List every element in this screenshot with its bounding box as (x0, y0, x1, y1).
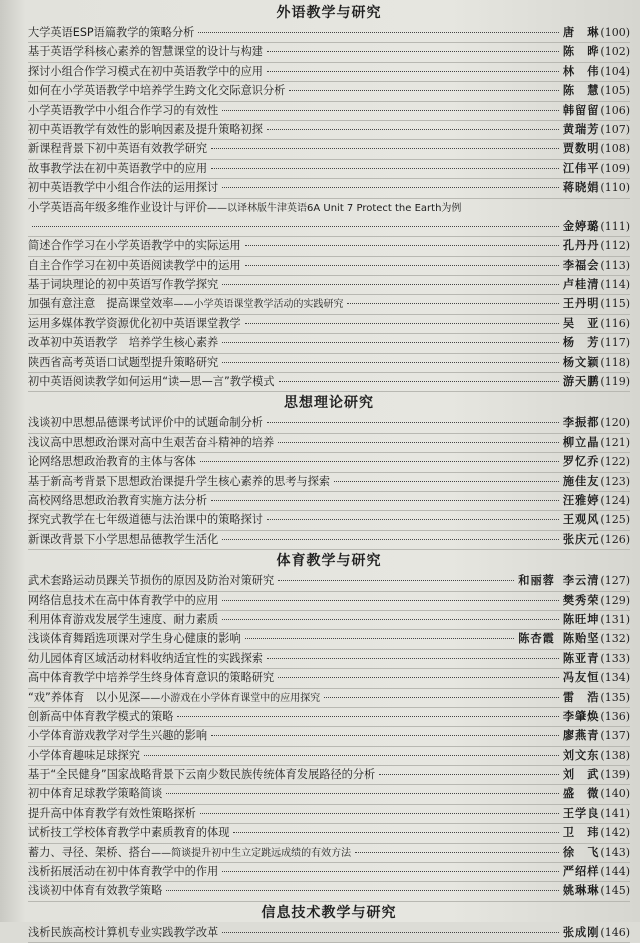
toc-entry[interactable] (28, 747, 630, 766)
article-title-main: 论网络思想政治教育的主体与客体 (28, 455, 196, 469)
article-title-main: 新课程背景下初中英语有效教学研究 (28, 142, 208, 156)
article-title (28, 257, 241, 273)
article-title-main: 自主合作学习在初中英语阅读教学中的运用 (28, 258, 241, 272)
article-title (28, 453, 196, 469)
leader-dots (32, 226, 559, 227)
article-title-main: 高中体育教学中培养学生终身体育意识的策略研究 (28, 671, 275, 685)
coauthor-name: 和丽蓉 (518, 574, 555, 588)
toc-entry[interactable] (28, 669, 630, 688)
page-number: (120) (600, 416, 630, 430)
article-title (28, 785, 162, 801)
leader-dots (355, 852, 559, 853)
leader-dots (245, 245, 559, 246)
author-name: 汪雅婷 (562, 494, 600, 507)
toc-entry[interactable] (28, 924, 630, 943)
article-title (28, 82, 285, 98)
article-title-main: 基于词块理论的初中英语写作教学探究 (28, 278, 219, 292)
leader-dots (211, 168, 559, 169)
article-title-main: 探讨小组合作学习模式在初中英语教学中的应用 (28, 64, 263, 78)
article-title (28, 179, 218, 195)
author-name: 杨文颖 (562, 355, 600, 369)
toc-entry[interactable] (28, 276, 630, 295)
author-name: 王观风 (562, 513, 600, 527)
article-title (28, 727, 207, 743)
leader-dots (177, 716, 558, 717)
article-title (28, 102, 218, 118)
entry-line-1 (28, 199, 630, 218)
author-name: 卢桂清 (562, 278, 600, 292)
section-title: 体育教学与研究 (276, 553, 382, 570)
toc-entry[interactable] (28, 102, 630, 121)
article-title (28, 121, 263, 137)
leader-dots (324, 697, 559, 698)
toc-entry[interactable] (28, 82, 630, 101)
article-title-main: 创新高中体育教学模式的策略 (28, 709, 174, 723)
author-name: 柳立晶 (562, 435, 600, 449)
page-number: (141) (600, 806, 630, 820)
article-title-main: 武术套路运动员踝关节损伤的原因及防治对策研究 (28, 574, 275, 588)
article-title-main: 基于“全民健身”国家战略背景下云南少数民族传统体育发展路径的分析 (28, 768, 376, 782)
article-title (28, 824, 229, 840)
toc-entry[interactable] (28, 708, 630, 727)
article-title (28, 24, 194, 40)
author-name: 张庆元 (562, 532, 600, 546)
article-title-main: 运用多媒体教学资源优化初中英语课堂教学 (28, 316, 241, 330)
author-name: 陈亚青 (562, 651, 600, 665)
author-name: 张成刚 (562, 925, 600, 939)
page-number: (133) (600, 651, 630, 665)
leader-dots (198, 32, 558, 33)
page-number: (143) (600, 845, 630, 859)
page-number: (123) (600, 474, 630, 488)
author-name: 黄瑞芳 (562, 122, 600, 136)
article-title (28, 572, 274, 588)
toc-entry[interactable] (28, 414, 630, 433)
leader-dots (379, 774, 559, 775)
article-title (28, 43, 263, 59)
article-title-main: 浅析拓展活动在初中体育教学中的作用 (28, 865, 219, 879)
article-title-main: 初中英语教学中小组合作法的运用探讨 (28, 181, 219, 195)
page-number: (108) (600, 142, 630, 156)
coauthor-name: 陈杏霞 (518, 632, 555, 646)
author-name: 陈旺坤 (562, 612, 600, 626)
toc-entry[interactable] (28, 592, 630, 611)
author-name: 严绍样 (562, 865, 600, 879)
article-title-main: 高校网络思想政治教育实施方法分析 (28, 494, 208, 507)
page-number: (100) (600, 26, 630, 39)
article-title-main: 浅析民族高校计算机专业实践教学改革 (28, 925, 219, 939)
author-name: 盛 微 (562, 787, 600, 801)
toc-entry[interactable] (28, 354, 630, 373)
page-number: (125) (600, 513, 630, 527)
author-name: 陈贻坚 (562, 632, 600, 646)
page-number: (137) (600, 729, 630, 743)
article-title-main: 网络信息技术在高中体育教学中的应用 (28, 593, 219, 607)
article-title (28, 492, 207, 508)
article-title (28, 434, 274, 450)
article-title (28, 882, 162, 898)
toc-entry[interactable] (28, 43, 630, 62)
author-name: 陈 慧 (562, 84, 600, 98)
page-number: (145) (600, 884, 630, 898)
toc-entry[interactable] (28, 824, 630, 843)
article-title-main: 浅议高中思想政治课对高中生艰苦奋斗精神的培养 (28, 435, 275, 449)
leader-dots (267, 51, 559, 52)
article-title-main: 简述合作学习在小学英语教学中的实际运用 (28, 239, 241, 253)
toc-entry[interactable] (28, 257, 630, 276)
leader-dots (334, 481, 559, 482)
article-title-main: 利用体育游戏发展学生速度、耐力素质 (28, 612, 219, 626)
article-title (28, 630, 241, 646)
leader-dots (200, 813, 559, 814)
article-title-main: 提升高中体育教学有效性策略探析 (28, 806, 196, 820)
leader-dots (166, 793, 559, 794)
leader-dots (347, 303, 558, 304)
article-title-main: 小学体育游戏教学对学生兴趣的影响 (28, 729, 208, 743)
article-subtitle: ——小学英语课堂教学活动的实践研究 (173, 299, 344, 311)
leader-dots (222, 619, 559, 620)
page-number: (116) (600, 316, 630, 330)
toc-entry[interactable] (28, 295, 630, 314)
author-name: 刘 武 (562, 768, 600, 782)
article-title-main: 加强有意注意 提高课堂效率 (28, 297, 174, 311)
article-title-main: 陕西省高考英语口试题型提升策略研究 (28, 355, 219, 369)
author-name: 李振都 (562, 416, 600, 430)
leader-dots (166, 890, 559, 891)
author-name: 金婷璐 (562, 219, 600, 233)
toc-entry[interactable] (28, 334, 630, 353)
article-title (28, 414, 263, 430)
leader-dots (245, 323, 559, 324)
toc-list (28, 24, 630, 392)
section-title: 外语教学与研究 (276, 5, 382, 21)
toc-entry[interactable] (28, 727, 630, 746)
author-name: 杨 芳 (562, 336, 600, 350)
article-title-main: 改革初中英语教学 培养学生核心素养 (28, 336, 219, 350)
toc-entry[interactable] (28, 650, 630, 669)
leader-dots (144, 755, 559, 756)
toc-entry[interactable] (28, 24, 630, 43)
article-subtitle: ——以译林版牛津英语6A Unit 7 Protect the Earth为例 (207, 202, 462, 214)
toc-entry[interactable] (28, 373, 630, 392)
author-name: 王丹明 (562, 297, 600, 311)
author-name: 陈 晔 (562, 45, 600, 59)
page-number: (107) (600, 122, 630, 136)
article-title (28, 844, 351, 860)
page-number: (102) (600, 45, 630, 59)
page-number: (136) (600, 709, 630, 723)
article-title (28, 592, 218, 608)
leader-dots (222, 539, 559, 540)
toc-entry[interactable] (28, 805, 630, 824)
article-title (28, 199, 461, 215)
leader-dots (222, 362, 559, 363)
article-title-main: “戏”养体育 以小见深 (28, 690, 141, 704)
article-title-main: 基于新高考背景下思想政治课提升学生核心素养的思考与探索 (28, 474, 331, 488)
toc-entry[interactable] (28, 179, 630, 198)
article-title-main: 浅谈初中体育有效教学策略 (28, 884, 163, 898)
toc-entry[interactable] (28, 611, 630, 630)
leader-dots (222, 110, 559, 111)
leader-dots (245, 265, 559, 266)
page-number: (110) (600, 181, 630, 195)
page-number: (127) (600, 574, 630, 588)
author-name: 王学良 (562, 806, 600, 820)
article-title-main: 大学英语ESP语篇教学的策略分析 (28, 26, 195, 39)
author-name: 李云清 (562, 574, 600, 588)
page-number: (146) (600, 925, 630, 939)
toc-list (28, 924, 630, 943)
author-name: 吴 亚 (562, 316, 600, 330)
article-title (28, 650, 263, 666)
article-title-main: 如何在小学英语教学中培养学生跨文化交际意识分析 (28, 84, 286, 98)
article-title (28, 276, 218, 292)
article-title (28, 373, 275, 389)
author-name: 蒋晓娟 (562, 181, 600, 195)
toc-entry[interactable] (28, 511, 630, 530)
page-number: (140) (600, 787, 630, 801)
author-name: 冯友恒 (562, 671, 600, 685)
author-name: 徐 飞 (562, 845, 600, 859)
toc-entry[interactable] (28, 160, 630, 179)
page-number: (105) (600, 84, 630, 98)
page-number: (124) (600, 494, 630, 507)
article-title-main: 蓄力、寻径、架桥、搭台 (28, 845, 152, 859)
page-number: (118) (600, 355, 630, 369)
toc-entry[interactable] (28, 315, 630, 334)
article-title-main: 小学英语高年级多维作业设计与评价 (28, 200, 208, 214)
leader-dots (211, 500, 559, 501)
toc-entry[interactable] (28, 766, 630, 785)
section-title: 信息技术教学与研究 (261, 904, 397, 921)
leader-dots (233, 832, 558, 833)
toc-entry[interactable] (28, 434, 630, 453)
leader-dots (289, 90, 559, 91)
leader-dots (222, 932, 559, 933)
article-title-main: 新课改背景下小学思想品德教学生活化 (28, 532, 219, 546)
article-title-main: 浅谈初中思想品德课考试评价中的试题命制分析 (28, 416, 263, 430)
article-title (28, 805, 196, 821)
leader-dots (278, 677, 559, 678)
article-title (28, 863, 218, 879)
author-name: 刘文东 (562, 748, 600, 762)
toc-entry[interactable] (28, 492, 630, 511)
page-number: (139) (600, 768, 630, 782)
page-number: (104) (600, 64, 630, 78)
section-title: 思想理论研究 (284, 395, 374, 412)
page-number: (106) (600, 103, 630, 117)
article-title (28, 334, 218, 350)
page-number: (142) (600, 826, 630, 840)
page-number: (117) (600, 336, 630, 350)
toc-entry[interactable] (28, 473, 630, 492)
article-title-main: 初中体育足球教学策略简谈 (28, 787, 163, 801)
page-number: (121) (600, 435, 630, 449)
article-subtitle: ——简谈提升初中生立定跳远成绩的有效方法 (151, 847, 352, 859)
article-title-main: 试析技工学校体育教学中素质教育的体现 (28, 826, 230, 840)
leader-dots (200, 461, 559, 462)
article-title (28, 140, 207, 156)
article-title (28, 689, 320, 705)
page-number: (138) (600, 748, 630, 762)
leader-dots (222, 187, 559, 188)
page-number: (112) (600, 239, 630, 253)
article-title (28, 766, 375, 782)
article-subtitle: ——小游戏在小学体育课堂中的应用探究 (140, 692, 321, 704)
article-title (28, 63, 263, 79)
leader-dots (267, 422, 559, 423)
toc-entry[interactable] (28, 237, 630, 256)
toc-entry[interactable] (28, 140, 630, 159)
article-title-main: 幼儿园体育区域活动材料收纳适宜性的实践探索 (28, 651, 263, 665)
leader-dots (222, 342, 559, 343)
leader-dots (245, 638, 515, 639)
toc-entry[interactable] (28, 785, 630, 804)
article-title-main: 故事教学法在初中英语教学中的应用 (28, 161, 208, 175)
toc-entry[interactable] (28, 882, 630, 901)
article-title (28, 708, 173, 724)
page-number: (126) (600, 532, 630, 546)
toc-entry[interactable] (28, 572, 630, 591)
leader-dots (267, 658, 559, 659)
article-title (28, 924, 218, 940)
author-name: 唐 琳 (562, 26, 600, 39)
toc-entry[interactable] (28, 630, 630, 649)
leader-dots (222, 284, 559, 285)
author-name: 韩留留 (562, 103, 600, 117)
author-name: 卫 玮 (562, 826, 600, 840)
article-title (28, 354, 218, 370)
leader-dots (267, 71, 559, 72)
author-name: 贾数明 (562, 142, 600, 156)
page-number: (114) (600, 278, 630, 292)
article-title-main: 基于英语学科核心素养的智慧课堂的设计与构建 (28, 45, 263, 59)
author-name: 姚琳琳 (562, 884, 600, 898)
toc-entry[interactable] (28, 121, 630, 140)
toc-entry[interactable] (28, 531, 630, 550)
author-name: 廖燕青 (562, 729, 600, 743)
page-number: (129) (600, 593, 630, 607)
leader-dots (211, 735, 559, 736)
page-number: (115) (600, 297, 630, 311)
leader-dots (279, 381, 559, 382)
leader-dots (267, 519, 559, 520)
article-title (28, 473, 330, 489)
author-name: 孔丹丹 (562, 239, 600, 253)
author-name: 江伟平 (562, 161, 600, 175)
page-number: (119) (600, 375, 630, 389)
toc-entry[interactable] (28, 199, 630, 238)
page-number: (109) (600, 161, 630, 175)
leader-dots (278, 442, 559, 443)
page-number: (134) (600, 671, 630, 685)
article-title-main: 小学体育趣味足球探究 (28, 748, 140, 762)
page-number: (131) (600, 612, 630, 626)
leader-dots (278, 580, 514, 581)
article-title-main: 初中英语阅读教学如何运用“读—思—言”教学模式 (28, 375, 275, 389)
author-name: 雷 浩 (562, 690, 600, 704)
article-title (28, 315, 241, 331)
toc-entry[interactable] (28, 689, 630, 708)
toc-list (28, 572, 630, 902)
article-title (28, 669, 274, 685)
page-number: (113) (600, 258, 630, 272)
article-title-main: 初中英语教学有效性的影响因素及提升策略初探 (28, 122, 263, 136)
article-title (28, 611, 218, 627)
article-title (28, 160, 207, 176)
page-number: (122) (600, 455, 630, 469)
toc-entry[interactable] (28, 453, 630, 472)
page-number: (135) (600, 690, 630, 704)
toc-entry[interactable] (28, 863, 630, 882)
author-name: 罗忆乔 (562, 455, 600, 469)
toc-entry[interactable] (28, 844, 630, 863)
author-name: 施佳友 (562, 474, 600, 488)
leader-dots (211, 148, 559, 149)
entry-line-2 (28, 218, 630, 237)
toc-list (28, 414, 630, 550)
article-title (28, 511, 263, 527)
leader-dots (222, 600, 559, 601)
author-name: 樊秀荣 (562, 593, 600, 607)
author-name: 李福会 (562, 258, 600, 272)
page-number: (144) (600, 865, 630, 879)
article-title (28, 237, 241, 253)
article-title (28, 747, 140, 763)
page-number: (132) (600, 632, 630, 646)
leader-dots (222, 871, 559, 872)
article-title-main: 小学英语教学中小组合作学习的有效性 (28, 103, 219, 117)
author-name: 李肇焕 (562, 709, 600, 723)
article-title-main: 浅谈体育舞蹈选项课对学生身心健康的影响 (28, 632, 241, 646)
article-title (28, 531, 218, 547)
toc-entry[interactable] (28, 63, 630, 82)
leader-dots (267, 129, 559, 130)
author-name: 游天鹏 (562, 375, 600, 389)
page-number: (111) (600, 219, 630, 233)
article-title (28, 295, 343, 311)
article-title-main: 探究式教学在七年级道德与法治课中的策略探讨 (28, 513, 263, 527)
author-name: 林 伟 (562, 64, 600, 78)
